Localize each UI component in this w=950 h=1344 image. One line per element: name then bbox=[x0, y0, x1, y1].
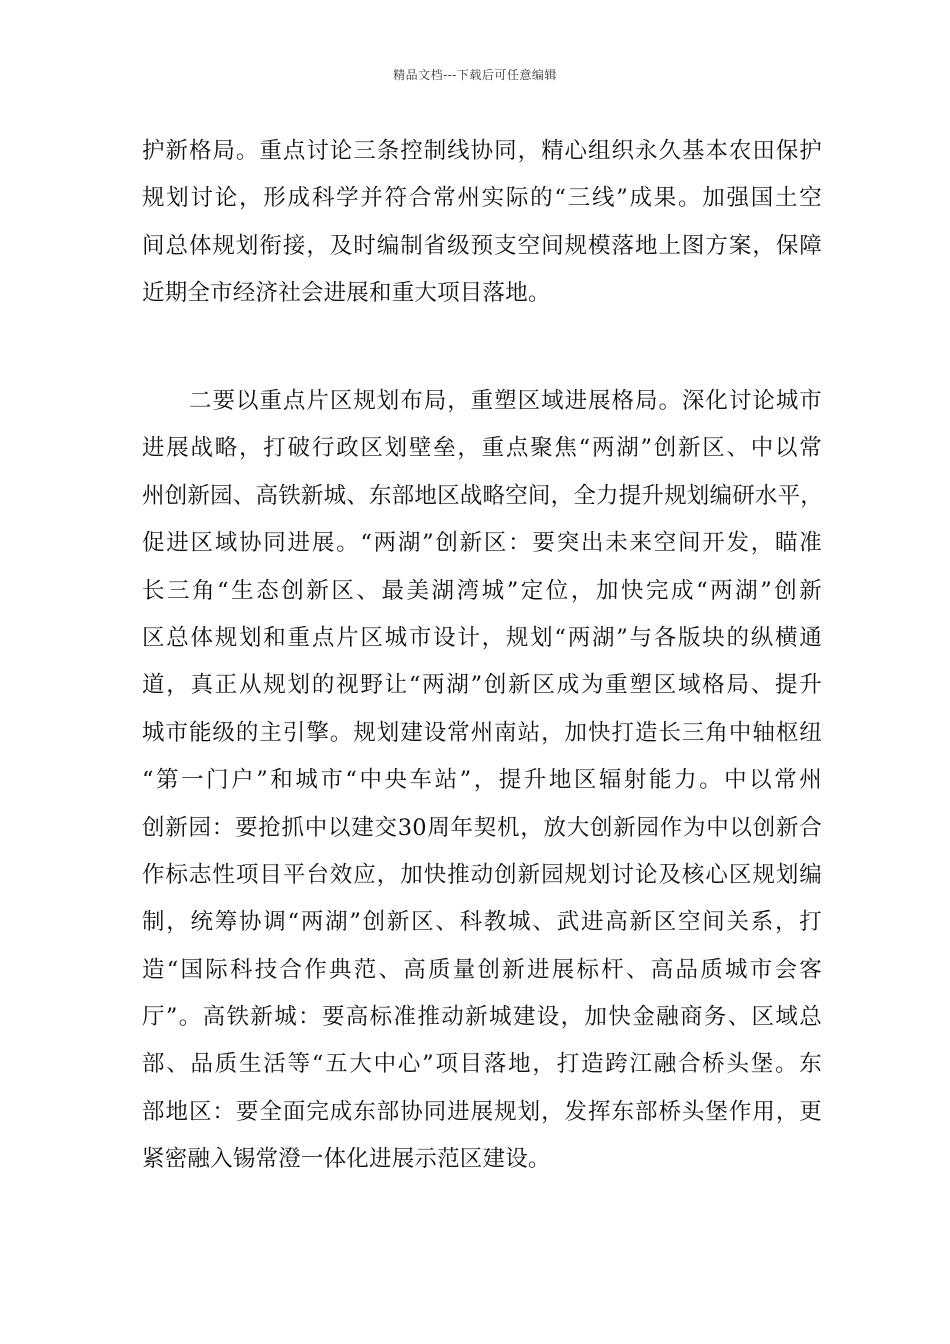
paragraph-1 bbox=[142, 128, 822, 318]
text-line: 近期全市经济社会进展和重大项目落地。 bbox=[142, 280, 551, 307]
text-line: “第一门户”和城市“中央车站”，提升地区辐射能力。中以常州 bbox=[142, 767, 822, 794]
text-line: 长三角“生态创新区、最美湖湾城”定位，加快完成“两湖”创新 bbox=[142, 577, 822, 604]
text-line: 紧密融入锡常澄一体化进展示范区建设。 bbox=[142, 1146, 551, 1173]
text-line: 规划讨论，形成科学并符合常州实际的“三线”成果。加强国土空 bbox=[142, 185, 822, 212]
text-line: 制，统筹协调“两湖”创新区、科教城、武进高新区空间关系，打 bbox=[142, 909, 822, 936]
text-line: 进展战略，打破行政区划壁垒，重点聚焦“两湖”创新区、中以常 bbox=[142, 435, 822, 462]
text-line: 促进区域协同进展。“两湖”创新区：要突出未来空间开发，瞄准 bbox=[142, 530, 822, 557]
text-line: 城市能级的主引擎。规划建设常州南站，加快打造长三角中轴枢纽 bbox=[142, 719, 822, 746]
text-line: 造“国际科技合作典范、高质量创新进展标杆、高品质城市会客 bbox=[142, 956, 822, 983]
paragraph-2 bbox=[142, 378, 822, 1184]
text-line: 二要以重点片区规划布局，重塑区域进展格局。深化讨论城市 bbox=[189, 388, 822, 414]
text-line: 作标志性项目平台效应，加快推动创新园规划讨论及核心区规划编 bbox=[142, 861, 822, 888]
text-line: 州创新园、高铁新城、东部地区战略空间，全力提升规划编研水平， bbox=[142, 482, 824, 509]
text-line: 部、品质生活等“五大中心”项目落地，打造跨江融合桥头堡。东 bbox=[142, 1051, 822, 1078]
text-line: 道，真正从规划的视野让“两湖”创新区成为重塑区域格局、提升 bbox=[142, 672, 822, 699]
text-line: 区总体规划和重点片区城市设计，规划“两湖”与各版块的纵横通 bbox=[142, 624, 822, 651]
page-header: 精品文档---下载后可任意编辑 bbox=[393, 68, 557, 82]
text-line: 间总体规划衔接，及时编制省级预支空间规模落地上图方案，保障 bbox=[142, 232, 822, 259]
text-line: 护新格局。重点讨论三条控制线协同，精心组织永久基本农田保护 bbox=[142, 138, 822, 164]
text-line: 厅”。高铁新城：要高标准推动新城建设，加快金融商务、区域总 bbox=[142, 1004, 822, 1031]
text-line: 部地区：要全面完成东部协同进展规划，发挥东部桥头堡作用，更 bbox=[142, 1098, 822, 1125]
text-line: 创新园：要抢抓中以建交30周年契机，放大创新园作为中以创新合 bbox=[142, 814, 822, 841]
